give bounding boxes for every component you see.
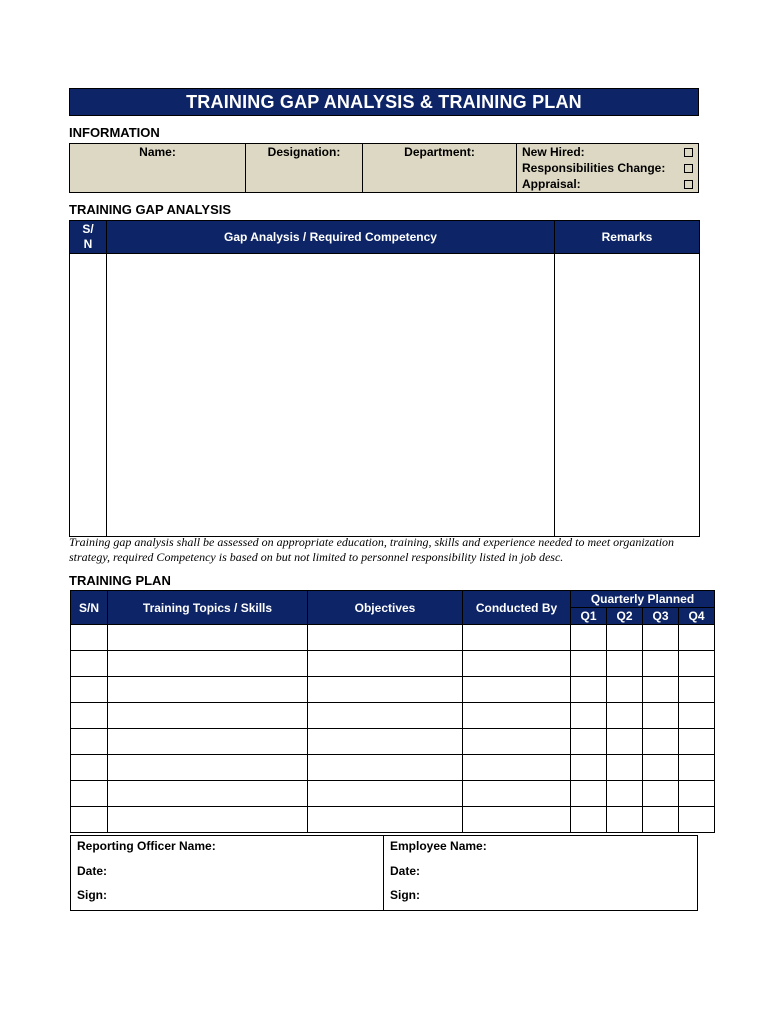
plan-conducted-by-cell[interactable] bbox=[463, 677, 571, 703]
plan-q2-cell[interactable] bbox=[607, 755, 643, 781]
plan-q2-cell[interactable] bbox=[607, 677, 643, 703]
gap-analysis-note: Training gap analysis shall be assessed on appropriate education, training, skills and experience needed to meet organization strategy, required Competency is based on but not limited to personnel responsibility listed in job desc. bbox=[69, 535, 675, 564]
plan-objectives-cell[interactable] bbox=[308, 729, 463, 755]
plan-q1-cell[interactable] bbox=[571, 807, 607, 833]
table-row bbox=[70, 254, 700, 537]
appraisal-option[interactable] bbox=[517, 176, 698, 192]
plan-q4-cell[interactable] bbox=[679, 729, 715, 755]
employee-sign-label: Sign: bbox=[390, 888, 420, 902]
plan-sn-cell[interactable] bbox=[71, 625, 108, 651]
employee-name-label: Employee Name: bbox=[390, 839, 487, 853]
plan-q4-cell[interactable] bbox=[679, 651, 715, 677]
plan-q1-cell[interactable] bbox=[571, 625, 607, 651]
responsibilities-change-checkbox[interactable] bbox=[684, 164, 693, 173]
table-row bbox=[71, 807, 715, 833]
plan-conducted-by-cell[interactable] bbox=[463, 729, 571, 755]
plan-q3-header: Q3 bbox=[643, 608, 679, 625]
plan-q2-cell[interactable] bbox=[607, 781, 643, 807]
employee-block bbox=[384, 836, 697, 910]
plan-q3-cell[interactable] bbox=[643, 703, 679, 729]
plan-q4-cell[interactable] bbox=[679, 703, 715, 729]
reporting-officer-date-label: Date: bbox=[77, 863, 108, 878]
plan-conducted-by-header: Conducted By bbox=[463, 591, 571, 625]
plan-q2-cell[interactable] bbox=[607, 729, 643, 755]
plan-conducted-by-cell[interactable] bbox=[463, 625, 571, 651]
plan-topics-cell[interactable] bbox=[108, 781, 308, 807]
plan-q3-cell[interactable] bbox=[643, 781, 679, 807]
plan-conducted-by-cell[interactable] bbox=[463, 651, 571, 677]
department-field[interactable] bbox=[363, 144, 517, 192]
plan-q2-cell[interactable] bbox=[607, 651, 643, 677]
plan-q2-cell[interactable] bbox=[607, 703, 643, 729]
plan-q4-cell[interactable] bbox=[679, 625, 715, 651]
reporting-officer-sign-label: Sign: bbox=[77, 888, 107, 902]
plan-conducted-by-cell[interactable] bbox=[463, 755, 571, 781]
plan-sn-cell[interactable] bbox=[71, 703, 108, 729]
table-row bbox=[71, 781, 715, 807]
plan-q3-cell[interactable] bbox=[643, 755, 679, 781]
plan-q1-cell[interactable] bbox=[571, 703, 607, 729]
plan-objectives-cell[interactable] bbox=[308, 677, 463, 703]
employee-date-label: Date: bbox=[390, 863, 421, 878]
plan-objectives-cell[interactable] bbox=[308, 703, 463, 729]
gap-competency-header: Gap Analysis / Required Competency bbox=[107, 221, 555, 254]
table-row bbox=[71, 625, 715, 651]
training-plan-heading: TRAINING PLAN bbox=[69, 573, 171, 588]
plan-objectives-header: Objectives bbox=[308, 591, 463, 625]
plan-topics-cell[interactable] bbox=[108, 703, 308, 729]
designation-label: Designation: bbox=[267, 145, 341, 159]
table-row bbox=[71, 651, 715, 677]
status-checklist bbox=[517, 144, 698, 192]
new-hired-label: New Hired: bbox=[522, 145, 585, 159]
gap-sn-header bbox=[70, 221, 107, 254]
gap-remarks-cell[interactable] bbox=[555, 254, 700, 537]
department-label: Department: bbox=[404, 145, 475, 159]
appraisal-checkbox[interactable] bbox=[684, 180, 693, 189]
responsibilities-change-option[interactable] bbox=[517, 160, 698, 176]
designation-field[interactable] bbox=[246, 144, 363, 192]
gap-analysis-heading: TRAINING GAP ANALYSIS bbox=[69, 202, 232, 217]
plan-objectives-cell[interactable] bbox=[308, 781, 463, 807]
plan-q4-cell[interactable] bbox=[679, 755, 715, 781]
plan-objectives-cell[interactable] bbox=[308, 807, 463, 833]
reporting-officer-name-label: Reporting Officer Name: bbox=[77, 839, 216, 853]
information-heading: INFORMATION bbox=[69, 125, 160, 140]
plan-q2-header: Q2 bbox=[607, 608, 643, 625]
plan-topics-cell[interactable] bbox=[108, 755, 308, 781]
plan-q1-cell[interactable] bbox=[571, 755, 607, 781]
table-row bbox=[71, 677, 715, 703]
plan-q3-cell[interactable] bbox=[643, 677, 679, 703]
plan-q1-cell[interactable] bbox=[571, 781, 607, 807]
name-field[interactable] bbox=[70, 144, 246, 192]
plan-topics-cell[interactable] bbox=[108, 677, 308, 703]
plan-q3-cell[interactable] bbox=[643, 625, 679, 651]
table-row bbox=[71, 755, 715, 781]
plan-topics-cell[interactable] bbox=[108, 729, 308, 755]
new-hired-checkbox[interactable] bbox=[684, 148, 693, 157]
table-row bbox=[71, 703, 715, 729]
plan-conducted-by-cell[interactable] bbox=[463, 807, 571, 833]
plan-objectives-cell[interactable] bbox=[308, 755, 463, 781]
gap-sn-cell[interactable] bbox=[70, 254, 107, 537]
plan-sn-cell[interactable] bbox=[71, 755, 108, 781]
gap-sn-header-line2: N bbox=[83, 237, 93, 251]
training-plan-rows bbox=[71, 625, 715, 833]
plan-q3-cell[interactable] bbox=[643, 807, 679, 833]
plan-topics-cell[interactable] bbox=[108, 807, 308, 833]
plan-objectives-cell[interactable] bbox=[308, 625, 463, 651]
gap-competency-cell[interactable] bbox=[107, 254, 555, 537]
plan-q1-header: Q1 bbox=[571, 608, 607, 625]
plan-q2-cell[interactable] bbox=[607, 807, 643, 833]
plan-q1-cell[interactable] bbox=[571, 677, 607, 703]
plan-sn-cell[interactable] bbox=[71, 729, 108, 755]
plan-topics-header: Training Topics / Skills bbox=[108, 591, 308, 625]
plan-sn-header: S/N bbox=[71, 591, 108, 625]
name-label: Name: bbox=[139, 145, 176, 159]
plan-sn-cell[interactable] bbox=[71, 807, 108, 833]
plan-q4-cell[interactable] bbox=[679, 781, 715, 807]
plan-q3-cell[interactable] bbox=[643, 651, 679, 677]
table-row bbox=[71, 729, 715, 755]
training-plan-table bbox=[70, 590, 715, 833]
plan-q3-cell[interactable] bbox=[643, 729, 679, 755]
reporting-officer-block bbox=[71, 836, 384, 910]
plan-q1-cell[interactable] bbox=[571, 729, 607, 755]
plan-sn-cell[interactable] bbox=[71, 781, 108, 807]
plan-conducted-by-cell[interactable] bbox=[463, 703, 571, 729]
plan-conducted-by-cell[interactable] bbox=[463, 781, 571, 807]
new-hired-option[interactable] bbox=[517, 144, 698, 160]
plan-sn-cell[interactable] bbox=[71, 651, 108, 677]
plan-topics-cell[interactable] bbox=[108, 625, 308, 651]
page-title: TRAINING GAP ANALYSIS & TRAINING PLAN bbox=[69, 88, 699, 116]
plan-topics-cell[interactable] bbox=[108, 651, 308, 677]
information-table bbox=[69, 143, 699, 193]
responsibilities-change-label: Responsibilities Change: bbox=[522, 161, 666, 175]
signature-table bbox=[70, 835, 698, 911]
plan-objectives-cell[interactable] bbox=[308, 651, 463, 677]
plan-sn-cell[interactable] bbox=[71, 677, 108, 703]
gap-remarks-header: Remarks bbox=[555, 221, 700, 254]
plan-q2-cell[interactable] bbox=[607, 625, 643, 651]
plan-quarterly-header: Quarterly Planned bbox=[571, 591, 715, 608]
plan-q4-cell[interactable] bbox=[679, 807, 715, 833]
appraisal-label: Appraisal: bbox=[522, 177, 581, 191]
plan-q1-cell[interactable] bbox=[571, 651, 607, 677]
plan-q4-header: Q4 bbox=[679, 608, 715, 625]
plan-q4-cell[interactable] bbox=[679, 677, 715, 703]
gap-sn-header-line1: S/ bbox=[82, 222, 94, 236]
gap-analysis-table bbox=[69, 220, 700, 537]
